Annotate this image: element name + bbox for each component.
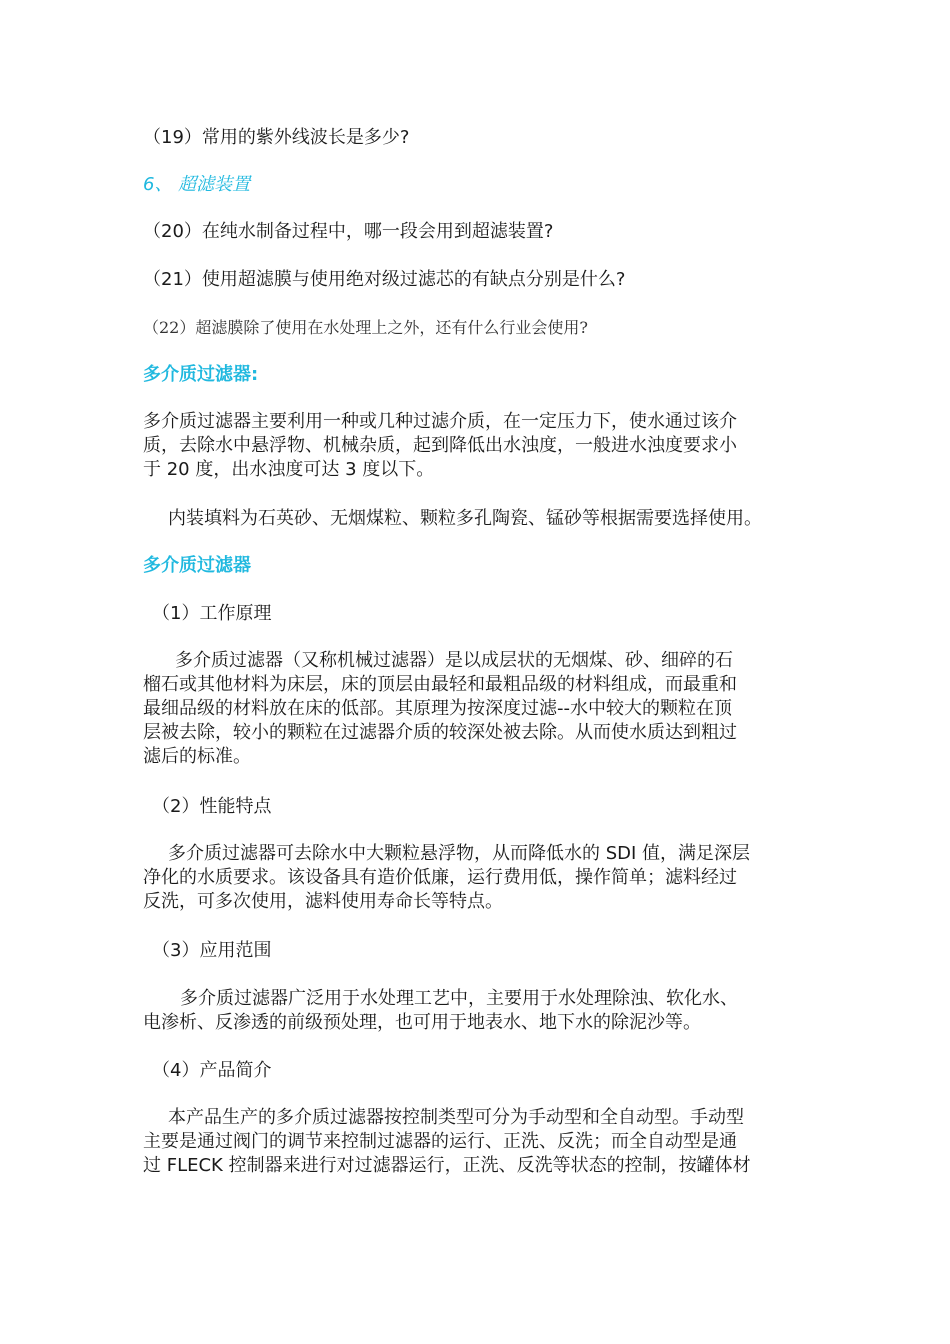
intro-line: 质，去除水中悬浮物、机械杂质，起到降低出水浊度，一般进水浊度要求小 bbox=[143, 435, 737, 456]
heading-multimedia-filter: 多介质过滤器 bbox=[143, 555, 251, 576]
performance-paragraph bbox=[143, 842, 808, 914]
intro-line: 多介质过滤器主要利用一种或几种过滤介质，在一定压力下，使水通过该介 bbox=[143, 411, 737, 432]
paragraph-line: 多介质过滤器（又称机械过滤器）是以成层状的无烟煤、砂、细碎的石 bbox=[175, 650, 733, 671]
intro-line: 于 20 度，出水浊度可达 3 度以下。 bbox=[143, 459, 435, 480]
paragraph-line: 净化的水质要求。该设备具有造价低廉，运行费用低，操作简单；滤料经过 bbox=[143, 867, 737, 888]
working-principle-paragraph bbox=[143, 649, 808, 769]
paragraph-line: 主要是通过阀门的调节来控制过滤器的运行、正洗、反洗；而全自动型是通 bbox=[143, 1131, 737, 1152]
subheading-product-intro: （4）产品简介 bbox=[152, 1060, 272, 1081]
paragraph-line: 本产品生产的多介质过滤器按控制类型可分为手动型和全自动型。手动型 bbox=[168, 1107, 744, 1128]
paragraph-line: 最细品级的材料放在床的低部。其原理为按深度过滤--水中较大的颗粒在顶 bbox=[143, 698, 732, 719]
question-21: （21）使用超滤膜与使用绝对级过滤芯的有缺点分别是什么? bbox=[143, 269, 626, 290]
section-heading-6: 6、 超滤装置 bbox=[143, 174, 251, 195]
paragraph-line: 榴石或其他材料为床层，床的顶层由最轻和最粗品级的材料组成，而最重和 bbox=[143, 674, 737, 695]
question-19: （19）常用的紫外线波长是多少? bbox=[143, 127, 410, 148]
heading-multimedia-filter-colon: 多介质过滤器: bbox=[143, 364, 259, 385]
intro-paragraph bbox=[143, 410, 808, 482]
paragraph-line: 多介质过滤器可去除水中大颗粒悬浮物，从而降低水的 SDI 值，满足深层 bbox=[168, 843, 751, 864]
paragraph-line: 多介质过滤器广泛用于水处理工艺中，主要用于水处理除浊、软化水、 bbox=[180, 988, 738, 1009]
fill-materials-paragraph: 内装填料为石英砂、无烟煤粒、颗粒多孔陶瓷、锰砂等根据需要选择使用。 bbox=[168, 508, 762, 529]
question-20: （20）在纯水制备过程中，哪一段会用到超滤装置? bbox=[143, 221, 554, 242]
paragraph-line: 电渗析、反渗透的前级预处理，也可用于地表水、地下水的除泥沙等。 bbox=[143, 1012, 701, 1033]
product-intro-paragraph bbox=[143, 1106, 808, 1178]
application-paragraph bbox=[143, 987, 808, 1035]
subheading-application: （3）应用范围 bbox=[152, 940, 272, 961]
paragraph-line: 滤后的标准。 bbox=[143, 746, 251, 767]
subheading-working-principle: （1）工作原理 bbox=[152, 603, 272, 624]
paragraph-line: 层被去除，较小的颗粒在过滤器介质的较深处被去除。从而使水质达到粗过 bbox=[143, 722, 737, 743]
subheading-performance: （2）性能特点 bbox=[152, 796, 272, 817]
paragraph-line: 反洗，可多次使用，滤料使用寿命长等特点。 bbox=[143, 891, 503, 912]
question-22: （22）超滤膜除了使用在水处理上之外，还有什么行业会使用? bbox=[143, 318, 588, 337]
paragraph-line: 过 FLECK 控制器来进行对过滤器运行，正洗、反洗等状态的控制，按罐体材 bbox=[143, 1155, 751, 1176]
